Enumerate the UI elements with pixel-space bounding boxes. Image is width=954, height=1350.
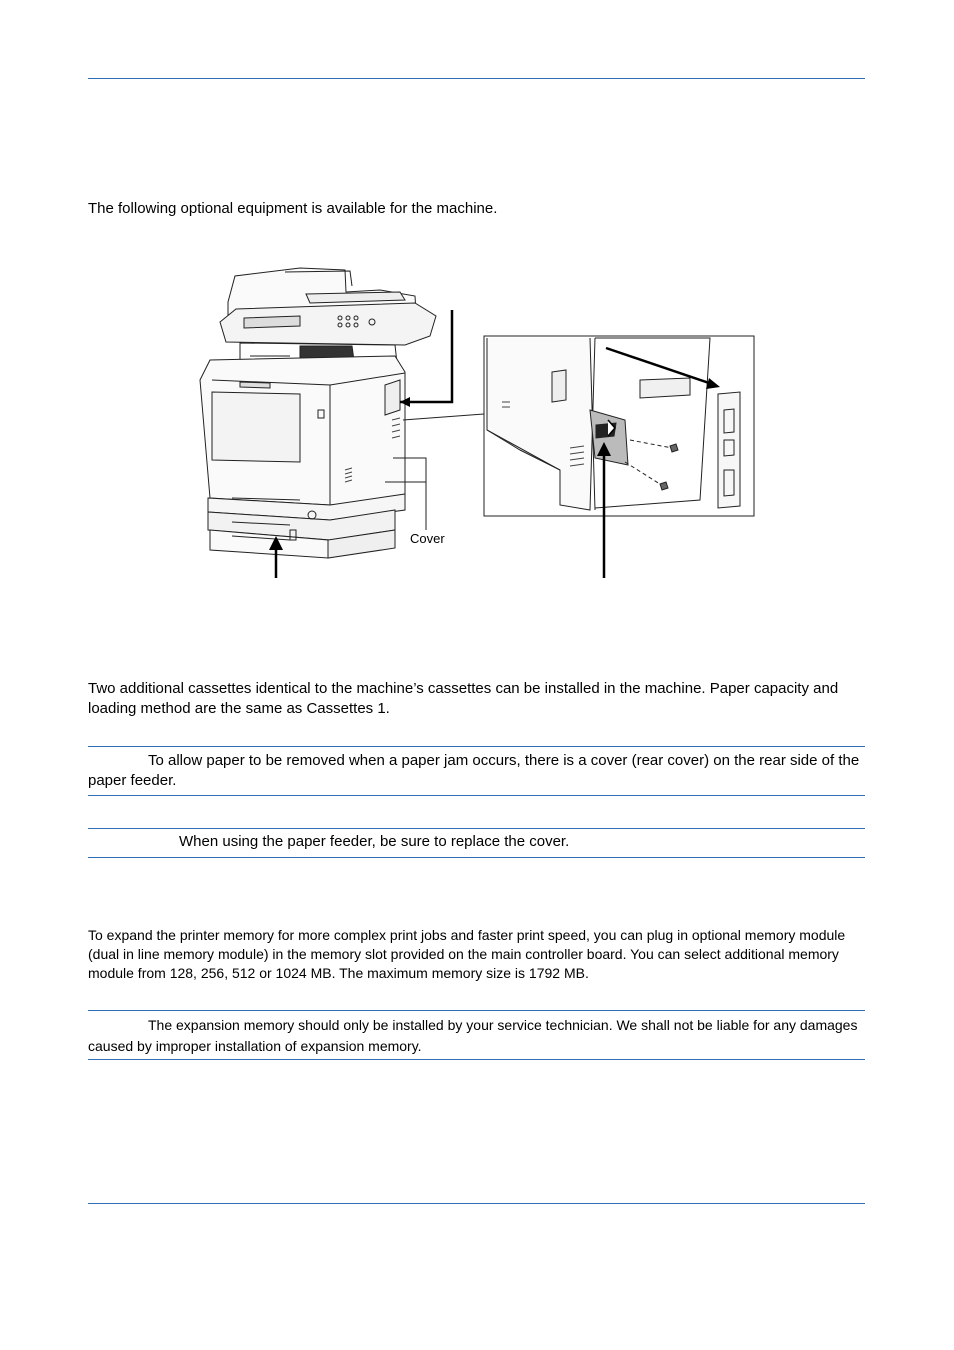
caution-bottom-rule — [88, 1059, 865, 1060]
memory-body: To expand the printer memory for more complex print jobs and faster print speed, you can plug in optional memory module (dual in line memory module) in the memory slot provided on the main controller board. You can select additional memory module from 128, 256, 512 or 1024 MB. The maximum memory size is 1792 MB. — [88, 927, 846, 981]
memory-caution: The expansion memory should only be installed by your service technician. We shall not be liable for any damages caused by improper installation of expansion memory. — [88, 1017, 858, 1054]
important-bottom-rule — [88, 857, 865, 858]
footer-rule — [88, 1203, 865, 1204]
note-top-rule — [88, 746, 865, 747]
paper-feeder-note: To allow paper to be removed when a paper jam occurs, there is a cover (rear cover) on the rear side of the paper feeder. — [88, 752, 860, 789]
important-top-rule — [88, 828, 865, 829]
paper-feeder-body: Two additional cassettes identical to the machine’s cassettes can be installed in the machine. Paper capacity and loading method are the same as Cassettes 1. — [88, 680, 839, 717]
optional-equipment-illustration — [0, 0, 954, 620]
cover-label: Cover — [410, 531, 445, 546]
paper-feeder-important: When using the paper feeder, be sure to replace the cover. — [179, 833, 570, 850]
intro-text: The following optional equipment is available for the machine. — [88, 200, 498, 217]
caution-top-rule — [88, 1010, 865, 1011]
note-bottom-rule — [88, 795, 865, 796]
